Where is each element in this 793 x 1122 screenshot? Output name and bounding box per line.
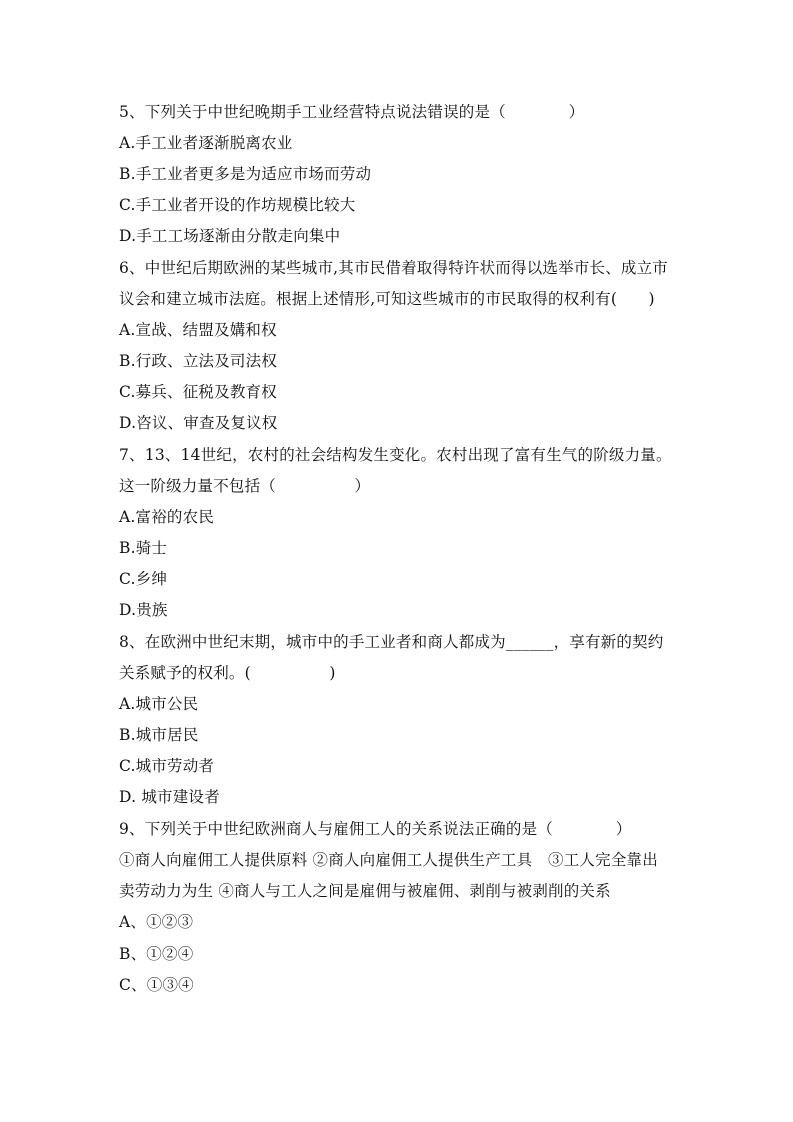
- question-5-option-a: A.手工业者逐渐脱离农业: [119, 134, 293, 152]
- question-6-option-c: C.募兵、征税及教育权: [119, 383, 277, 401]
- question-6-option-d: D.咨议、审查及复议权: [119, 414, 278, 432]
- question-8-option-d: D. 城市建设者: [119, 788, 220, 806]
- question-9-option-c: C、①③④: [119, 976, 194, 994]
- question-6-stem-line-2: 议会和建立城市法庭。根据上述情形,可知这些城市的市民取得的权利有( ): [119, 290, 655, 308]
- question-7-option-a: A.富裕的农民: [119, 508, 215, 526]
- question-5-stem-line-1: 5、下列关于中世纪晚期手工业经营特点说法错误的是（ ）: [119, 103, 585, 121]
- question-7-stem-line-2: 这一阶级力量不包括（ ）: [119, 477, 371, 495]
- question-9-stem-line-1: 9、下列关于中世纪欧洲商人与雇佣工人的关系说法正确的是（ ）: [119, 820, 632, 838]
- question-7-stem-line-1: 7、13、14世纪，农村的社会结构发生变化。农村出现了富有生气的阶级力量。: [119, 446, 672, 464]
- question-6-stem-line-1: 6、中世纪后期欧洲的某些城市,其市民借着取得特许状而得以选举市长、成立市: [119, 259, 668, 277]
- question-9-option-a: A、①②③: [119, 913, 194, 931]
- question-8-option-b: B.城市居民: [119, 726, 199, 744]
- question-7-option-b: B.骑士: [119, 539, 168, 557]
- question-5-option-b: B.手工业者更多是为适应市场而劳动: [119, 165, 372, 183]
- question-8-stem-line-1: 8、在欧洲中世纪末期，城市中的手工业者和商人都成为______，享有新的契约: [119, 633, 664, 651]
- question-6-option-a: A.宣战、结盟及媾和权: [119, 321, 277, 339]
- question-9-option-b: B、①②④: [119, 945, 194, 963]
- question-9-stem-line-3: 卖劳动力为生 ④商人与工人之间是雇佣与被雇佣、剥削与被剥削的关系: [119, 882, 611, 900]
- question-5-option-c: C.手工业者开设的作坊规模比较大: [119, 196, 356, 214]
- question-7-option-c: C.乡绅: [119, 570, 168, 588]
- question-9-stem-line-2: ①商人向雇佣工人提供原料 ②商人向雇佣工人提供生产工具 ③工人完全靠出: [119, 851, 658, 869]
- question-8-option-a: A.城市公民: [119, 695, 199, 713]
- question-8-option-c: C.城市劳动者: [119, 757, 215, 775]
- question-7-option-d: D.贵族: [119, 601, 168, 619]
- question-5-option-d: D.手工工场逐渐由分散走向集中: [119, 227, 341, 245]
- question-6-option-b: B.行政、立法及司法权: [119, 352, 278, 370]
- question-8-stem-line-2: 关系赋予的权利。( ): [119, 664, 336, 682]
